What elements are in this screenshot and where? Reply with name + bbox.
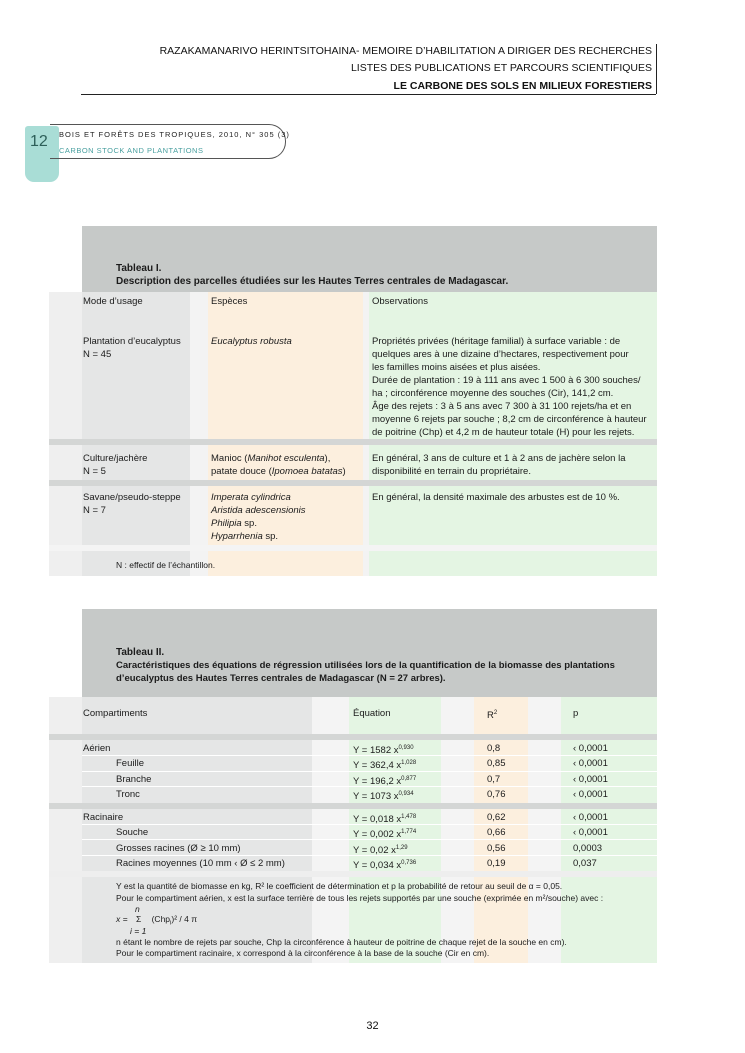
compartment-name: Aérien xyxy=(83,743,111,754)
equation: Y = 1073 $x^{0,934}$ xyxy=(353,791,414,802)
obs-line: Âge des rejets : 3 à 5 ans avec 7 300 à 31 100 rejets/ha et en xyxy=(372,401,632,412)
table1-row2-species xyxy=(211,452,346,478)
compartment-name: Racinaire xyxy=(83,812,124,823)
mode-count: N = 5 xyxy=(83,466,106,477)
species-line: Philipia sp. xyxy=(211,518,257,529)
formula-sum-bottom: i = 1 xyxy=(130,926,147,936)
obs-line: En général, 3 ans de culture et 1 à 2 ans de jachère selon la xyxy=(372,453,626,464)
equation: Y = 0,034 $x^{0,736}$ xyxy=(353,860,417,871)
equation: Y = 362,4 $x^{1,028}$ xyxy=(353,760,417,771)
journal-subtitle: CARBON STOCK AND PLANTATIONS xyxy=(59,146,204,155)
table1-separator xyxy=(49,439,657,445)
equation: Y = 0,02 $x^{1,29}$ xyxy=(353,845,408,856)
equation: Y = 196,2 $x^{0,877}$ xyxy=(353,776,417,787)
header-vertical-rule xyxy=(656,44,657,94)
equation: Y = 1582 $x^{0,930}$ xyxy=(353,745,414,756)
r2-value: 0,66 xyxy=(487,827,506,838)
table2-header-compartments: Compartiments xyxy=(83,708,148,719)
species-line: patate douce (Ipomoea batatas) xyxy=(211,466,346,477)
p-value: ‹ 0,0001 xyxy=(573,827,608,838)
table2-label: Tableau II. xyxy=(116,647,165,658)
compartment-name: Grosses racines (Ø ≥ 10 mm) xyxy=(116,843,241,854)
table2-note-line5: Pour le compartiment racinaire, x correspond à la circonférence à la base de la souche (Cir en cm). xyxy=(116,948,490,958)
p-value: ‹ 0,0001 xyxy=(573,812,608,823)
species-line: Hyparrhenia sp. xyxy=(211,531,279,542)
table1-label: Tableau I. xyxy=(116,263,162,274)
formula: x = Σ (Chp$_i$)² / 4 π xyxy=(116,914,198,927)
table2-separator xyxy=(49,734,657,740)
p-value: ‹ 0,0001 xyxy=(573,743,608,754)
page-number: 32 xyxy=(366,1020,379,1032)
obs-line: ha ; circonférence moyenne des souches (Cir), 141,2 cm. xyxy=(372,388,614,399)
r2-value: 0,19 xyxy=(487,858,506,869)
table1-title: Description des parcelles étudiées sur les Hautes Terres centrales de Madagascar. xyxy=(116,276,509,287)
table2-title-line2: d’eucalyptus des Hautes Terres centrales de Madagascar (N = 27 arbres). xyxy=(116,673,446,684)
header-author-line: RAZAKAMANARIVO HERINTSITOHAINA- MEMOIRE D’HABILITATION A DIRIGER DES RECHERCHES xyxy=(159,45,652,57)
table2-note-line2: Pour le compartiment aérien, x est la surface terrière de tous les rejets supportés par une souche (exprimée en m²/souche) avec : xyxy=(116,893,604,903)
obs-line: moyenne 6 rejets par souche ; 8,2 cm de circonférence à hauteur xyxy=(372,414,647,425)
table1-row1-observations xyxy=(372,335,647,439)
table1-header-mode: Mode d’usage xyxy=(83,296,143,307)
r2-value: 0,56 xyxy=(487,843,506,854)
table2-header-equation: Équation xyxy=(353,708,391,719)
species-line: Manioc (Manihot esculenta), xyxy=(211,453,331,464)
table1-col-gap xyxy=(190,292,208,576)
mode-line: Plantation d’eucalyptus xyxy=(83,336,181,347)
journal-title: BOIS ET FORÊTS DES TROPIQUES, 2010, N° 305 (3) xyxy=(59,130,290,139)
p-value: ‹ 0,0001 xyxy=(573,758,608,769)
header-rule xyxy=(81,94,656,95)
table1-row2-mode xyxy=(83,452,147,478)
p-value: ‹ 0,0001 xyxy=(573,774,608,785)
p-value: 0,037 xyxy=(573,858,597,869)
mode-count: N = 7 xyxy=(83,505,106,516)
r2-value: 0,76 xyxy=(487,789,506,800)
table1-separator xyxy=(49,480,657,486)
table2-separator xyxy=(49,803,657,809)
table2-note-line1: Y est la quantité de biomasse en kg, R² le coefficient de détermination et p la probabilité de retour au seuil de α = 0,05. xyxy=(116,881,563,891)
compartment-name: Souche xyxy=(116,827,149,838)
species-line: Aristida adescensionis xyxy=(211,505,306,516)
table1-row3-species xyxy=(211,491,306,543)
table1-row1-species: Eucalyptus robusta xyxy=(211,336,292,347)
table1-footnote: N : effectif de l’échantillon. xyxy=(116,560,216,570)
compartment-name: Racines moyennes (10 mm ‹ Ø ≤ 2 mm) xyxy=(116,858,285,869)
header-chapter-line: LE CARBONE DES SOLS EN MILIEUX FORESTIERS xyxy=(393,80,652,92)
table1-left-margin xyxy=(49,292,82,576)
species-line: Imperata cylindrica xyxy=(211,492,291,503)
r2-value: 0,62 xyxy=(487,812,506,823)
table1-row1-mode xyxy=(83,335,181,361)
r2-value: 0,8 xyxy=(487,743,501,754)
obs-line: Propriétés privées (héritage familial) à surface variable : de xyxy=(372,336,621,347)
p-value: ‹ 0,0001 xyxy=(573,789,608,800)
table1-row3-observations: En général, la densité maximale des arbustes est de 10 %. xyxy=(372,492,620,503)
obs-line: Durée de plantation : 19 à 111 ans avec 1 500 à 6 300 souches/ xyxy=(372,375,641,386)
formula-sum-top: n xyxy=(135,904,140,914)
p-value: 0,0003 xyxy=(573,843,603,854)
table1-row3-mode xyxy=(83,491,181,517)
table1-row2-observations xyxy=(372,452,626,478)
r2-value: 0,7 xyxy=(487,774,501,785)
r2-value: 0,85 xyxy=(487,758,506,769)
table1-separator xyxy=(49,545,657,551)
compartment-name: Feuille xyxy=(116,758,144,769)
obs-line: les familles moins aisées et plus aisées. xyxy=(372,362,541,373)
journal-page-number: 12 xyxy=(30,133,48,150)
mode-line: Culture/jachère xyxy=(83,453,148,464)
obs-line: quelques ares à une dizaine d’hectares, respectivement pour xyxy=(372,349,629,360)
header-section-line: LISTES DES PUBLICATIONS ET PARCOURS SCIENTIFIQUES xyxy=(350,62,652,74)
table2-header-p: p xyxy=(573,708,579,719)
mode-count: N = 45 xyxy=(83,349,112,360)
compartment-name: Branche xyxy=(116,774,152,785)
equation: Y = 0,018 $x^{1,478}$ xyxy=(353,814,417,825)
table2-header-r2: $R^2$ xyxy=(487,710,498,721)
table1-header-species: Espèces xyxy=(211,296,248,307)
equation: Y = 0,002 $x^{1,774}$ xyxy=(353,829,417,840)
mode-line: Savane/pseudo-steppe xyxy=(83,492,181,503)
table1-header-observations: Observations xyxy=(372,296,428,307)
obs-line: de poitrine (Chp) et 4,2 m de hauteur totale (H) pour les rejets. xyxy=(372,427,635,438)
obs-line: disponibilité en terrain du propriétaire. xyxy=(372,466,531,477)
table2-note-line4: n étant le nombre de rejets par souche, Chp la circonférence à hauteur de poitrine de chaque rejet de la souche en cm). xyxy=(116,937,567,947)
table2-title-line1: Caractéristiques des équations de régression utilisées lors de la quantification de la biomasse des plantations xyxy=(116,660,615,671)
compartment-name: Tronc xyxy=(116,789,140,800)
